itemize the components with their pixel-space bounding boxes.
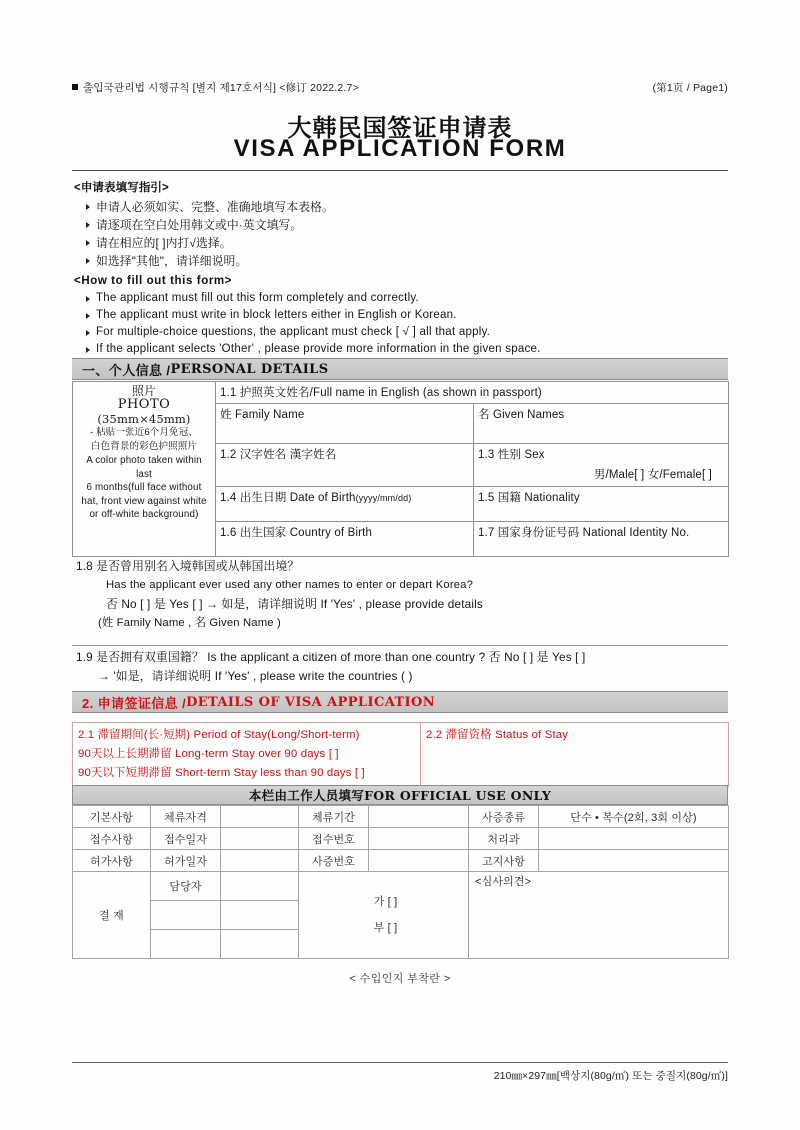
title-english: VISA APPLICATION FORM xyxy=(233,135,567,162)
decision-reject[interactable]: 부 [ ] xyxy=(373,922,398,934)
field-1-6-country-of-birth[interactable]: 1.6 出生国家 Country of Birth xyxy=(216,522,474,557)
paper-spec-unit2: /㎡ xyxy=(707,1070,722,1082)
q19-line[interactable]: 1.9 是否拥有双重国籍？ Is the applicant a citizen of more than one country ? 否 No [ ] 是 Yes [ ] xyxy=(76,650,586,664)
official-cell-dept-label: 처리과 xyxy=(469,828,539,850)
official-cell-permitdate-value[interactable] xyxy=(221,850,299,872)
approval-slot-2-value[interactable] xyxy=(221,901,299,930)
review-opinion-cell[interactable] xyxy=(469,872,729,959)
visa-details-table xyxy=(72,722,729,787)
triangle-bullet-icon xyxy=(86,347,90,353)
instruction-text: If the applicant selects 'Other' , please provide more information in the given space. xyxy=(96,343,541,355)
instruction-item xyxy=(74,324,734,341)
paper-spec-part2: ) 또는 중질지(80g xyxy=(625,1070,708,1082)
table-row xyxy=(73,828,729,850)
header-regulation-text xyxy=(72,80,359,95)
field-1-4-label: 1.4 出生日期 Date of Birth xyxy=(220,492,356,504)
table-row xyxy=(73,723,729,787)
field-1-5-nationality[interactable]: 1.5 国籍 Nationality xyxy=(474,487,729,522)
instruction-item xyxy=(74,252,734,270)
instruction-text: The applicant must write in block letters either in English or Korean. xyxy=(96,309,457,321)
official-cell-notice-value[interactable] xyxy=(539,850,729,872)
q18-en: Has the applicant ever used any other names to enter or depart Korea? xyxy=(106,579,474,591)
section-header-personal-details xyxy=(72,358,728,380)
question-1-9 xyxy=(72,648,728,686)
section2-label-en: DETAILS OF VISA APPLICATION xyxy=(186,694,436,710)
table-row xyxy=(73,850,729,872)
approval-slot-2-label[interactable] xyxy=(151,901,221,930)
official-cell-dept-value[interactable] xyxy=(539,828,729,850)
q18-name-fields[interactable]: (姓 Family Name , 名 Given Name ) xyxy=(98,617,281,629)
field-1-3-sex[interactable] xyxy=(474,444,729,487)
official-cell-receipt-label: 접수사항 xyxy=(73,828,151,850)
official-use-table xyxy=(72,805,729,959)
triangle-bullet-icon xyxy=(86,222,90,228)
official-cell-period-label: 체류기간 xyxy=(299,806,369,828)
instruction-text: The applicant must fill out this form completely and correctly. xyxy=(96,292,419,304)
decision-cell[interactable] xyxy=(299,872,469,959)
table-row xyxy=(73,806,729,828)
official-cell-receiptno-value[interactable] xyxy=(369,828,469,850)
photo-note-en-3: hat, front view against white xyxy=(81,495,207,507)
triangle-bullet-icon xyxy=(86,204,90,210)
paper-spec-note xyxy=(72,1068,728,1083)
q18-options[interactable]: 否 No [ ] 是 Yes [ ] → 如是，请详细说明 If 'Yes' , please provide details xyxy=(106,597,483,611)
official-cell-permit-label: 허가사항 xyxy=(73,850,151,872)
paper-spec-part1: 210㎜×297㎜[백상지(80g xyxy=(493,1070,612,1082)
triangle-bullet-icon xyxy=(86,240,90,246)
official-cell-basic-label: 기본사항 xyxy=(73,806,151,828)
section1-label-cn: 一、个人信息 / xyxy=(82,362,171,378)
field-2-2-status-of-stay[interactable]: 2.2 滞留资格 Status of Stay xyxy=(421,723,729,787)
field-1-3-label: 1.3 性别 Sex xyxy=(478,449,545,461)
official-cell-receiptno-label: 접수번호 xyxy=(299,828,369,850)
option-long-term-stay[interactable]: 90天以上长期滞留 Long-term Stay over 90 days [ ] xyxy=(78,748,339,760)
review-opinion-label: <심사의견> xyxy=(475,876,532,888)
decision-approve[interactable]: 가 [ ] xyxy=(373,896,398,908)
instruction-item xyxy=(74,216,734,234)
official-cell-status-label: 체류자격 xyxy=(151,806,221,828)
header-regulation-label: 출입국관리법 시행규칙 [별지 제17호서식] <修订 2022.2.7> xyxy=(83,82,359,94)
official-cell-visatype-value[interactable]: 단수 • 복수(2회, 3회 이상) xyxy=(539,806,729,828)
official-cell-visatype-label: 사증종류 xyxy=(469,806,539,828)
paper-spec-tail: )] xyxy=(721,1070,728,1082)
official-cell-receiptdate-label: 접수일자 xyxy=(151,828,221,850)
photo-note-en-4: or off-white background) xyxy=(89,509,199,520)
official-cell-notice-label: 고지사항 xyxy=(469,850,539,872)
field-2-1-period-of-stay[interactable] xyxy=(73,723,421,787)
photo-size: (35mm×45mm) xyxy=(97,412,191,426)
table-row xyxy=(73,382,729,404)
field-1-4-date-of-birth[interactable] xyxy=(216,487,474,522)
official-cell-permitdate-label: 허가일자 xyxy=(151,850,221,872)
divider-after-1-8 xyxy=(72,645,728,646)
official-cell-period-value[interactable] xyxy=(369,806,469,828)
field-1-3-options[interactable]: 男/Male[ ] 女/Female[ ] xyxy=(593,469,713,481)
footer-divider xyxy=(72,1062,728,1063)
official-use-header xyxy=(72,785,728,805)
instruction-text: 请逐项在空白处用韩文或中·英文填写。 xyxy=(96,218,303,232)
instruction-text: 如选择"其他"，请详细说明。 xyxy=(96,254,248,268)
q19-detail[interactable]: → '如是，请详细说明 If 'Yes' , please write the countries ( ) xyxy=(98,669,413,683)
section-header-visa-details xyxy=(72,691,728,713)
option-short-term-stay[interactable]: 90天以下短期滞留 Short-term Stay less than 90 days [ ] xyxy=(78,767,365,779)
instructions-block xyxy=(74,179,734,358)
instruction-item xyxy=(74,198,734,216)
photo-box-cell[interactable] xyxy=(73,382,216,557)
triangle-bullet-icon xyxy=(86,258,90,264)
paper-spec-unit1: /㎡ xyxy=(611,1070,626,1082)
photo-label-en: PHOTO xyxy=(117,397,171,412)
field-2-1-label: 2.1 滞留期间(长·短期) Period of Stay(Long/Short-term) xyxy=(78,729,360,741)
triangle-bullet-icon xyxy=(86,296,90,302)
field-1-1-label: 1.1 护照英文姓名/Full name in English (as shown in passport) xyxy=(216,382,729,404)
revenue-stamp-note: < 수입인지 부착란 > xyxy=(349,973,451,985)
title-divider xyxy=(72,170,728,171)
document-header xyxy=(72,80,728,95)
official-cell-visano-value[interactable] xyxy=(369,850,469,872)
official-cell-visano-label: 사증번호 xyxy=(299,850,369,872)
approval-slot-3-label[interactable] xyxy=(151,930,221,959)
photo-note-cn-1: - 粘贴一张近6个月免冠、 xyxy=(89,427,199,438)
field-family-name[interactable]: 姓 Family Name xyxy=(216,404,474,444)
instruction-item xyxy=(74,290,734,307)
approval-slot-3-value[interactable] xyxy=(221,930,299,959)
question-1-8 xyxy=(72,557,728,633)
section1-label-en: PERSONAL DETAILS xyxy=(170,361,329,377)
personal-details-table xyxy=(72,381,729,557)
field-1-7-national-id[interactable]: 1.7 国家身份证号码 National Identity No. xyxy=(474,522,729,557)
instructions-heading-cn: <申请表填写指引> xyxy=(74,182,169,194)
official-label-cn: 本栏由工作人员填写 xyxy=(248,789,365,803)
official-label-en: FOR OFFICIAL USE ONLY xyxy=(364,787,552,803)
instruction-text: 申请人必须如实、完整、准确地填写本表格。 xyxy=(96,200,334,214)
bullet-square-icon xyxy=(72,84,78,90)
official-cell-receiptdate-value[interactable] xyxy=(221,828,299,850)
approval-label: 결 재 xyxy=(73,872,151,959)
title-chinese: 大韩民国签证申请表 xyxy=(287,113,513,142)
field-1-2-hanja-name[interactable]: 1.2 汉字姓名 漢字姓名 xyxy=(216,444,474,487)
photo-note-en-2: 6 months(full face without xyxy=(86,482,202,493)
approval-person-value[interactable] xyxy=(221,872,299,901)
q18-cn: 1.8 是否曾用别名入境韩国或从韩国出境？ xyxy=(76,559,300,573)
triangle-bullet-icon xyxy=(86,330,90,336)
photo-note-en-1: A color photo taken within last xyxy=(86,455,202,480)
approval-person-label: 담당자 xyxy=(151,872,221,901)
photo-note-cn-2: 白色背景的彩色护照照片 xyxy=(90,441,198,452)
triangle-bullet-icon xyxy=(86,313,90,319)
official-cell-status-value[interactable] xyxy=(221,806,299,828)
photo-label-cn: 照片 xyxy=(131,384,157,398)
instruction-item xyxy=(74,307,734,324)
field-1-4-format-hint: (yyyy/mm/dd) xyxy=(355,493,412,503)
instruction-item xyxy=(74,341,734,358)
instructions-heading-en: <How to fill out this form> xyxy=(74,275,233,287)
field-given-names[interactable]: 名 Given Names xyxy=(474,404,729,444)
table-row xyxy=(73,872,729,901)
instruction-text: For multiple-choice questions, the applicant must check [ √ ] all that apply. xyxy=(96,326,491,338)
section2-label-cn: 2. 申请签证信息 / xyxy=(82,695,187,711)
instruction-item xyxy=(74,234,734,252)
page-marker: (第1页 / Page1) xyxy=(652,82,728,94)
instruction-text: 请在相应的[ ]内打√选择。 xyxy=(96,236,232,250)
